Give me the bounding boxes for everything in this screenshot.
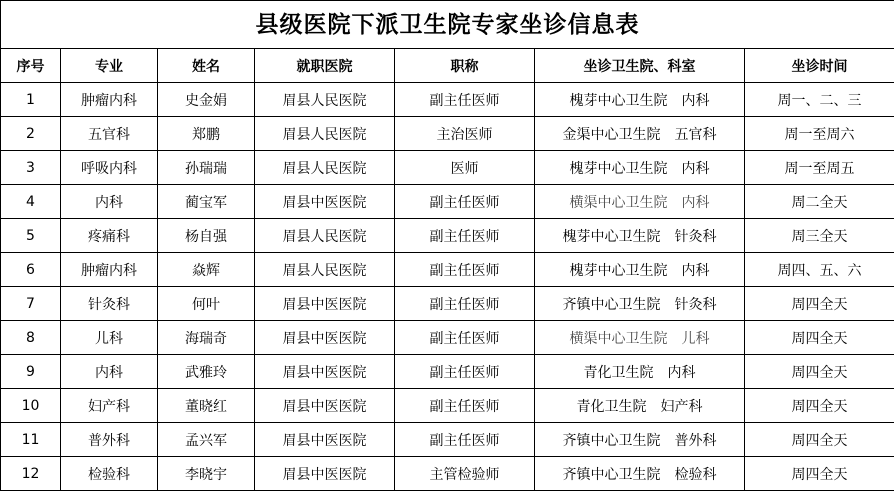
cell-title: 副主任医师 [395, 83, 535, 117]
cell-name: 孟兴军 [158, 423, 255, 457]
cell-specialty: 肿瘤内科 [61, 83, 158, 117]
cell-title: 副主任医师 [395, 287, 535, 321]
table-row [1, 287, 894, 321]
cell-specialty: 检验科 [61, 457, 158, 491]
cell-hospital: 眉县人民医院 [255, 83, 395, 117]
cell-name: 史金娟 [158, 83, 255, 117]
cell-time: 周一至周六 [745, 117, 894, 151]
cell-station: 横渠中心卫生院 儿科 [535, 321, 745, 355]
cell-station: 金渠中心卫生院 五官科 [535, 117, 745, 151]
cell-time: 周三全天 [745, 219, 894, 253]
table-row [1, 457, 894, 491]
cell-specialty: 针灸科 [61, 287, 158, 321]
cell-title: 副主任医师 [395, 423, 535, 457]
cell-index: 6 [1, 253, 61, 287]
cell-time: 周四全天 [745, 321, 894, 355]
cell-hospital: 眉县人民医院 [255, 117, 395, 151]
cell-hospital: 眉县中医医院 [255, 185, 395, 219]
cell-station: 槐芽中心卫生院 内科 [535, 83, 745, 117]
cell-hospital: 眉县中医医院 [255, 457, 395, 491]
cell-name: 蔺宝军 [158, 185, 255, 219]
cell-hospital: 眉县中医医院 [255, 355, 395, 389]
table-row [1, 185, 894, 219]
cell-index: 5 [1, 219, 61, 253]
cell-name: 海瑞奇 [158, 321, 255, 355]
cell-index: 8 [1, 321, 61, 355]
cell-index: 10 [1, 389, 61, 423]
cell-title: 副主任医师 [395, 219, 535, 253]
cell-time: 周四全天 [745, 287, 894, 321]
cell-index: 7 [1, 287, 61, 321]
cell-specialty: 内科 [61, 355, 158, 389]
cell-name: 何叶 [158, 287, 255, 321]
cell-time: 周四全天 [745, 389, 894, 423]
header-index: 序号 [1, 49, 61, 83]
cell-specialty: 疼痛科 [61, 219, 158, 253]
cell-time: 周一至周五 [745, 151, 894, 185]
cell-name: 董晓红 [158, 389, 255, 423]
cell-title: 副主任医师 [395, 355, 535, 389]
cell-index: 4 [1, 185, 61, 219]
cell-title: 副主任医师 [395, 389, 535, 423]
table-row [1, 389, 894, 423]
table-row [1, 151, 894, 185]
cell-index: 12 [1, 457, 61, 491]
cell-hospital: 眉县中医医院 [255, 287, 395, 321]
cell-station: 槐芽中心卫生院 内科 [535, 253, 745, 287]
header-station: 坐诊卫生院、科室 [535, 49, 745, 83]
cell-specialty: 妇产科 [61, 389, 158, 423]
cell-index: 3 [1, 151, 61, 185]
cell-name: 孙瑞瑞 [158, 151, 255, 185]
cell-name: 李晓宇 [158, 457, 255, 491]
cell-name: 杨自强 [158, 219, 255, 253]
cell-hospital: 眉县人民医院 [255, 151, 395, 185]
cell-specialty: 普外科 [61, 423, 158, 457]
cell-station: 槐芽中心卫生院 针灸科 [535, 219, 745, 253]
page-title: 县级医院下派卫生院专家坐诊信息表 [0, 0, 894, 48]
cell-hospital: 眉县人民医院 [255, 253, 395, 287]
table-row [1, 83, 894, 117]
cell-specialty: 内科 [61, 185, 158, 219]
table-header-row [1, 49, 894, 83]
cell-title: 副主任医师 [395, 185, 535, 219]
header-hospital: 就职医院 [255, 49, 395, 83]
header-name: 姓名 [158, 49, 255, 83]
cell-station: 齐镇中心卫生院 检验科 [535, 457, 745, 491]
cell-station: 横渠中心卫生院 内科 [535, 185, 745, 219]
cell-index: 2 [1, 117, 61, 151]
cell-specialty: 肿瘤内科 [61, 253, 158, 287]
cell-station: 齐镇中心卫生院 针灸科 [535, 287, 745, 321]
cell-station: 青化卫生院 妇产科 [535, 389, 745, 423]
cell-index: 9 [1, 355, 61, 389]
header-title: 职称 [395, 49, 535, 83]
table-row [1, 117, 894, 151]
header-specialty: 专业 [61, 49, 158, 83]
cell-index: 1 [1, 83, 61, 117]
cell-hospital: 眉县人民医院 [255, 219, 395, 253]
cell-index: 11 [1, 423, 61, 457]
cell-time: 周四全天 [745, 457, 894, 491]
cell-name: 郑鹏 [158, 117, 255, 151]
cell-specialty: 儿科 [61, 321, 158, 355]
cell-time: 周二全天 [745, 185, 894, 219]
cell-title: 副主任医师 [395, 253, 535, 287]
table-row [1, 355, 894, 389]
table-row [1, 423, 894, 457]
cell-specialty: 五官科 [61, 117, 158, 151]
cell-title: 主治医师 [395, 117, 535, 151]
cell-time: 周四全天 [745, 423, 894, 457]
header-time: 坐诊时间 [745, 49, 894, 83]
cell-hospital: 眉县中医医院 [255, 423, 395, 457]
cell-specialty: 呼吸内科 [61, 151, 158, 185]
cell-title: 副主任医师 [395, 321, 535, 355]
cell-station: 齐镇中心卫生院 普外科 [535, 423, 745, 457]
cell-title: 医师 [395, 151, 535, 185]
cell-station: 青化卫生院 内科 [535, 355, 745, 389]
cell-title: 主管检验师 [395, 457, 535, 491]
table-row [1, 219, 894, 253]
cell-time: 周四、五、六 [745, 253, 894, 287]
cell-name: 焱辉 [158, 253, 255, 287]
cell-hospital: 眉县中医医院 [255, 321, 395, 355]
cell-name: 武雅玲 [158, 355, 255, 389]
cell-station: 槐芽中心卫生院 内科 [535, 151, 745, 185]
table-row [1, 321, 894, 355]
expert-schedule-table [0, 48, 894, 491]
cell-time: 周一、二、三 [745, 83, 894, 117]
cell-time: 周四全天 [745, 355, 894, 389]
table-row [1, 253, 894, 287]
cell-hospital: 眉县中医医院 [255, 389, 395, 423]
